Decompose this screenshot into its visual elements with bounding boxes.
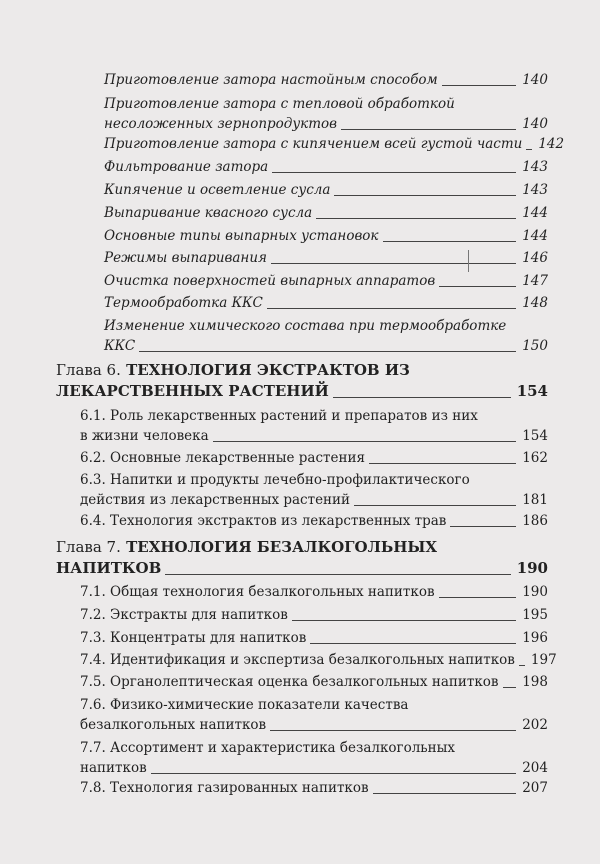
dot-leader: [526, 149, 532, 150]
toc-entry-text: Термообработка ККС: [104, 295, 263, 311]
dot-leader: [316, 218, 516, 219]
dot-leader: [292, 620, 516, 621]
dot-leader: [213, 441, 517, 442]
toc-entry: [80, 511, 548, 531]
toc-entry-text: 6.1. Роль лекарственных растений и препаратов из них: [80, 408, 478, 424]
toc-page-number: 204: [522, 760, 548, 776]
toc-entry: [104, 180, 548, 200]
toc-entry: [80, 628, 548, 648]
toc-entry-text: 7.7. Ассортимент и характеристика безалкогольных: [80, 740, 456, 756]
chapter-number: Глава 7.: [56, 538, 121, 556]
dot-leader: [151, 773, 517, 774]
chapter-title: ТЕХНОЛОГИЯ БЕЗАЛКОГОЛЬНЫХ: [126, 538, 438, 556]
dot-leader: [341, 129, 516, 130]
dot-leader: [450, 526, 516, 527]
toc-entry: [80, 605, 548, 625]
toc-entry: [104, 157, 548, 177]
toc-entry: [80, 582, 548, 602]
toc-entry-text: действия из лекарственных растений: [80, 492, 351, 508]
chapter-title: НАПИТКОВ: [56, 559, 162, 577]
toc-entry: [80, 650, 557, 670]
toc-entry-text: 7.3. Концентраты для напитков: [80, 630, 307, 646]
dot-leader: [383, 241, 517, 242]
dot-leader: [354, 505, 516, 506]
toc-entry: [104, 134, 565, 154]
toc-page-number: 150: [522, 338, 548, 354]
dot-leader: [310, 643, 516, 644]
toc-entry-text: 6.3. Напитки и продукты лечебно-профилактического: [80, 472, 470, 488]
toc-entry-text: Режимы выпаривания: [104, 250, 267, 266]
toc-entry: [104, 293, 548, 313]
toc-page-number: 143: [522, 159, 548, 175]
toc-page-number: 195: [522, 607, 548, 623]
toc-entry: [80, 672, 548, 692]
dot-leader: [373, 793, 517, 794]
toc-entry-text: напитков: [80, 760, 147, 776]
toc-entry-text: ККС: [104, 338, 136, 354]
toc-entry-text: 7.1. Общая технология безалкогольных напитков: [80, 584, 435, 600]
toc-entry: [80, 695, 548, 735]
toc-page-number: 154: [522, 428, 548, 444]
dot-leader: [503, 687, 517, 688]
toc-page-number: 146: [522, 250, 548, 266]
toc-entry: [80, 406, 548, 446]
toc-entry-text: безалкогольных напитков: [80, 717, 267, 733]
toc-page-number: 202: [522, 717, 548, 733]
toc-page-number: 190: [516, 559, 548, 577]
toc-page-number: 144: [522, 205, 548, 221]
toc-entry-text: 7.6. Физико-химические показатели качества: [80, 697, 409, 713]
toc-entry-text: 7.2. Экстракты для напитков: [80, 607, 288, 623]
toc-entry-text: в жизни человека: [80, 428, 209, 444]
toc-entry-text: Очистка поверхностей выпарных аппаратов: [104, 273, 436, 289]
toc-entry-text: 7.4. Идентификация и экспертиза безалкогольных напитков: [80, 652, 515, 668]
chapter-title: ТЕХНОЛОГИЯ ЭКСТРАКТОВ ИЗ: [126, 361, 410, 379]
dot-leader: [439, 597, 517, 598]
toc-entry-text: несоложенных зернопродуктов: [104, 116, 338, 132]
toc-entry-text: Кипячение и осветление сусла: [104, 182, 331, 198]
toc-entry: [80, 448, 548, 468]
chapter-heading: [56, 537, 548, 579]
toc-entry: [104, 70, 548, 90]
toc-page-number: 197: [530, 652, 557, 668]
dot-leader: [519, 665, 525, 666]
toc-page-number: 143: [522, 182, 548, 198]
toc-page-number: 181: [522, 492, 548, 508]
dot-leader: [267, 308, 516, 309]
dot-leader: [369, 463, 516, 464]
dot-leader: [334, 195, 516, 196]
chapter-title: ЛЕКАРСТВЕННЫХ РАСТЕНИЙ: [56, 382, 329, 400]
toc-page-number: 144: [522, 228, 548, 244]
toc-entry: [80, 470, 548, 510]
toc-page-number: 162: [522, 450, 548, 466]
chapter-number: Глава 6.: [56, 361, 121, 379]
toc-entry: [80, 738, 548, 778]
toc-entry: [104, 248, 548, 268]
dot-leader: [165, 574, 510, 575]
toc-page-number: 207: [522, 780, 548, 796]
dot-leader: [333, 397, 511, 398]
toc-entry: [80, 778, 548, 798]
toc-entry: [104, 316, 548, 356]
toc-entry: [104, 203, 548, 223]
toc-page-number: 196: [522, 630, 548, 646]
toc-entry: [104, 226, 548, 246]
toc-entry-text: 7.8. Технология газированных напитков: [80, 780, 369, 796]
toc-page-number: 190: [522, 584, 548, 600]
dot-leader: [270, 730, 516, 731]
toc-page-number: 147: [522, 273, 548, 289]
toc-page-number: 140: [522, 116, 548, 132]
toc-entry-text: Основные типы выпарных установок: [104, 228, 379, 244]
toc-entry: [104, 94, 548, 134]
toc-page-number: 198: [522, 674, 548, 690]
dot-leader: [442, 85, 516, 86]
toc-entry-text: Приготовление затора с тепловой обработкой: [104, 96, 455, 112]
toc-page-number: 148: [522, 295, 548, 311]
toc-entry-text: Фильтрование затора: [104, 159, 269, 175]
toc-page-number: 140: [522, 72, 548, 88]
toc-entry: [104, 271, 548, 291]
toc-entry-text: Выпаривание квасного сусла: [104, 205, 313, 221]
toc-page-number: 186: [522, 513, 548, 529]
toc-entry-text: Изменение химического состава при термообработке: [104, 318, 507, 334]
dot-leader: [272, 172, 516, 173]
dot-leader: [139, 351, 516, 352]
toc-entry-text: 6.4. Технология экстрактов из лекарственных трав: [80, 513, 447, 529]
pencil-mark: [468, 250, 469, 272]
toc-entry-text: 7.5. Органолептическая оценка безалкогольных напитков: [80, 674, 499, 690]
toc-page-number: 154: [516, 382, 548, 400]
chapter-heading: [56, 360, 548, 402]
toc-entry-text: Приготовление затора настойным способом: [104, 72, 438, 88]
dot-leader: [439, 286, 516, 287]
toc-entry-text: 6.2. Основные лекарственные растения: [80, 450, 365, 466]
toc-entry-text: Приготовление затора с кипячением всей густой части: [104, 136, 523, 152]
dot-leader: [271, 263, 516, 264]
toc-page-number: 142: [538, 136, 565, 152]
